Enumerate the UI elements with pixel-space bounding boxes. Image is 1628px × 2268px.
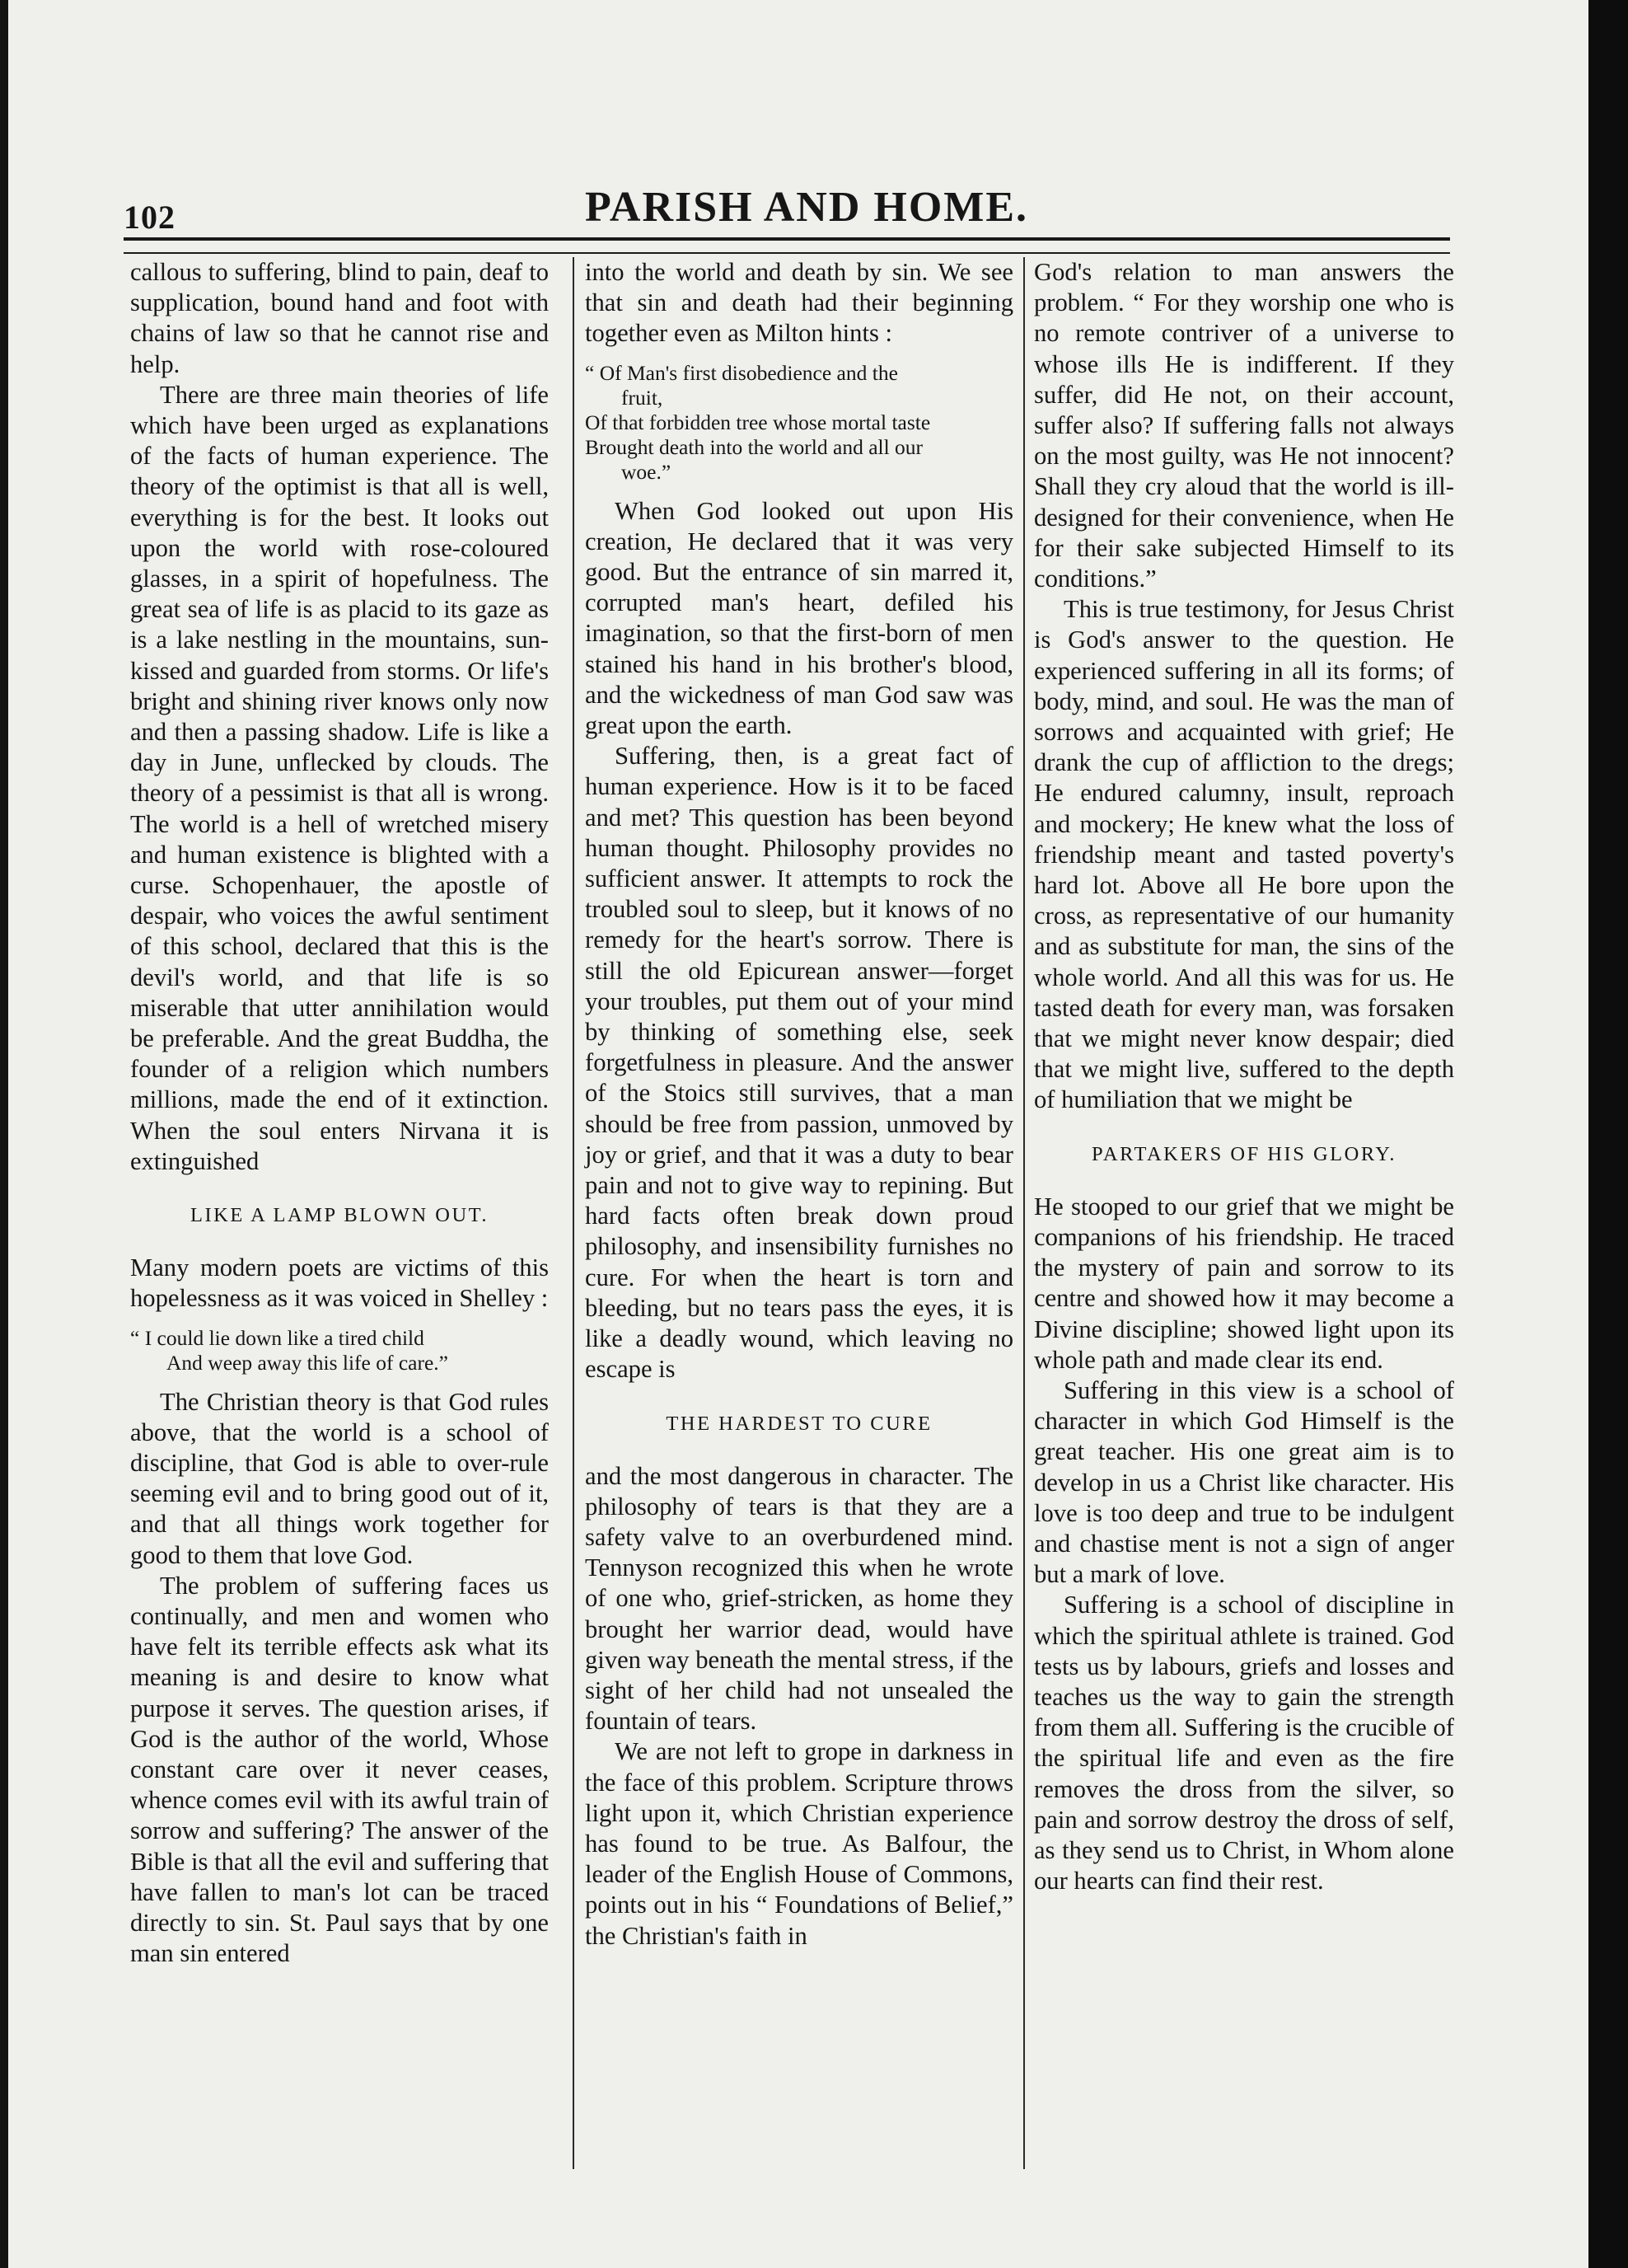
section-subheading: LIKE A LAMP BLOWN OUT. (190, 1204, 489, 1227)
paragraph: and the most dangerous in character. The philosophy of tears is that they are a safety valve to an overburdened mind. Tennyson recognized this when he wrote of one who, grief-stricken, as home they brought her warrior dead, would have given way beneath the mental stress, if the sight of her child had not unsealed the fountain of tears. (585, 1461, 1013, 1736)
paragraph: We are not left to grope in darkness in the face of this problem. Scripture throws light upon it, which Christian experience has found to be true. As Balfour, the leader of the English House of Commons, points out in his “ Foundations of Belief,” the Christian's faith in (585, 1737, 1013, 1950)
scan-border (1588, 0, 1628, 2268)
text-column-3 (1034, 257, 1454, 1896)
verse-quotation (130, 1326, 549, 1375)
page-number: 102 (124, 199, 175, 236)
paragraph: Suffering, then, is a great fact of human experience. How is it to be faced and met? This question has been beyond human thought. Philosophy provides no sufficient answer. It attempts to rock the troubled soul to sleep, but it knows of no remedy for the heart's sorrow. There is still the old Epicurean answer—forget your troubles, put them out of your mind by thinking of something else, seek forgetfulness in pleasure. And the answer of the Stoics still survives, that a man should be free from passion, unmoved by joy or grief, and that it was a duty to bear pain and not to give way to repining. But hard facts often break down proud philosophy, and insensibility furnishes no cure. For when the heart is torn and bleeding, but no tears pass the eyes, it is like a deadly wound, which leaving no escape is (585, 742, 1013, 1384)
header-double-rule (124, 237, 1450, 254)
section-subheading: THE HARDEST TO CURE (666, 1412, 933, 1435)
verse-line: “ Of Man's first disobedience and the (585, 360, 898, 385)
paragraph: Suffering in this view is a school of character in which God Himself is the great teacher. His one great aim is to develop in us a Christ like character. His love is too deep and true to be indulgent and chastise ment is not a sign of anger but a mark of love. (1034, 1375, 1454, 1589)
paragraph: God's relation to man answers the problem. “ For they worship one who is no remote contriver of a universe to whose ills He is indifferent. If they suffer, did He not, on their account, suffer also? If suffering falls not always on the most guilty, was He not innocent? Shall they cry aloud that the world is ill-designed for their convenience, when He for their sake subjected Himself to its conditions.” (1034, 258, 1454, 593)
paragraph: into the world and death by sin. We see that sin and death had their beginning together even as Milton hints : (585, 258, 1013, 348)
column-divider (573, 257, 574, 2169)
verse-line: woe.” (621, 459, 671, 484)
verse-line: fruit, (621, 385, 663, 410)
paragraph: callous to suffering, blind to pain, deaf to supplication, bound hand and foot with chains of law so that he cannot rise and help. (130, 258, 549, 378)
text-column-2 (585, 257, 1013, 1952)
paragraph: The Christian theory is that God rules above, that the world is a school of discipline, that God is able to over-rule seeming evil and to bring good out of it, and that all things work together for good to them that love God. (130, 1387, 549, 1569)
paragraph: Suffering is a school of discipline in which the spiritual athlete is trained. God tests us by labours, griefs and losses and teaches us the way to gain the strength from them all. Suffering is the crucible of the spiritual life and even as the fire removes the dross from the silver, so pain and sorrow destroy the dross of self, as they send us to Christ, in Whom alone our hearts can find their rest. (1034, 1591, 1454, 1895)
paragraph: This is true testimony, for Jesus Christ is God's answer to the question. He experienced suffering in all its forms; of body, mind, and soul. He was the man of sorrows and acquainted with grief; He drank the cup of affliction to the dregs; He endured calumny, insult, reproach and mockery; He knew what the loss of friendship meant and tasted poverty's hard lot. Above all He bore upon the cross, as representative of our humanity and as substitute for man, the sins of the whole world. And all this was for us. He tasted death for every man, was forsaken that we might never know despair; died that we might live, suffered to the depth of humiliation that we might be (1034, 595, 1454, 1114)
column-divider (1023, 257, 1025, 2169)
verse-quotation (585, 361, 1013, 485)
paragraph: He stooped to our grief that we might be companions of his friendship. He traced the mystery of pain and sorrow to its centre and showed how it may become a Divine discipline; showed light upon its whole path and made clear its end. (1034, 1192, 1454, 1374)
running-head-title: PARISH AND HOME. (585, 184, 1029, 231)
verse-line: And weep away this life of care.” (166, 1350, 448, 1375)
verse-line: Of that forbidden tree whose mortal taste (585, 410, 931, 434)
verse-line: Brought death into the world and all our (585, 434, 924, 459)
section-subheading: PARTAKERS OF HIS GLORY. (1092, 1142, 1396, 1165)
paragraph: The problem of suffering faces us continually, and men and women who have felt its terrible effects ask what its meaning is and desire to know what purpose it serves. The question arises, if God is the author of the world, Whose constant care over it never ceases, whence comes evil with its awful train of sorrow and suffering? The answer of the Bible is that all the evil and suffering that have fallen to man's lot can be traced directly to sin. St. Paul says that by one man sin entered (130, 1571, 549, 1968)
paragraph: When God looked out upon His creation, He declared that it was very good. But the entrance of sin marred it, corrupted man's heart, defiled his imagination, so that the first-born of men stained his hand in his brother's blood, and the wickedness of man God saw was great upon the earth. (585, 496, 1013, 740)
paragraph: There are three main theories of life which have been urged as explanations of the facts of human experience. The theory of the optimist is that all is well, everything is for the best. It looks out upon the world with rose-coloured glasses, in a spirit of hopefulness. The great sea of life is as placid to its gaze as is a lake nestling in the mountains, sun-kissed and guarded from storms. Or life's bright and shining river knows only now and then a passing shadow. Life is like a day in June, unflecked by clouds. The theory of a pessimist is that all is wrong. The world is a hell of wretched misery and human existence is blighted with a curse. Schopenhauer, the apostle of despair, who voices the awful sentiment of this school, declared that this is the devil's world, and that life is so miserable that utter annihilation would be preferable. And the great Buddha, the founder of a religion which numbers millions, made the end of it extinction. When the soul enters Nirvana it is extinguished (130, 380, 549, 1175)
paragraph: Many modern poets are victims of this hopelessness as it was voiced in Shelley : (130, 1253, 549, 1313)
text-column-1 (130, 257, 549, 1969)
verse-line: “ I could lie down like a tired child (130, 1325, 424, 1350)
printed-page (8, 0, 1588, 2268)
